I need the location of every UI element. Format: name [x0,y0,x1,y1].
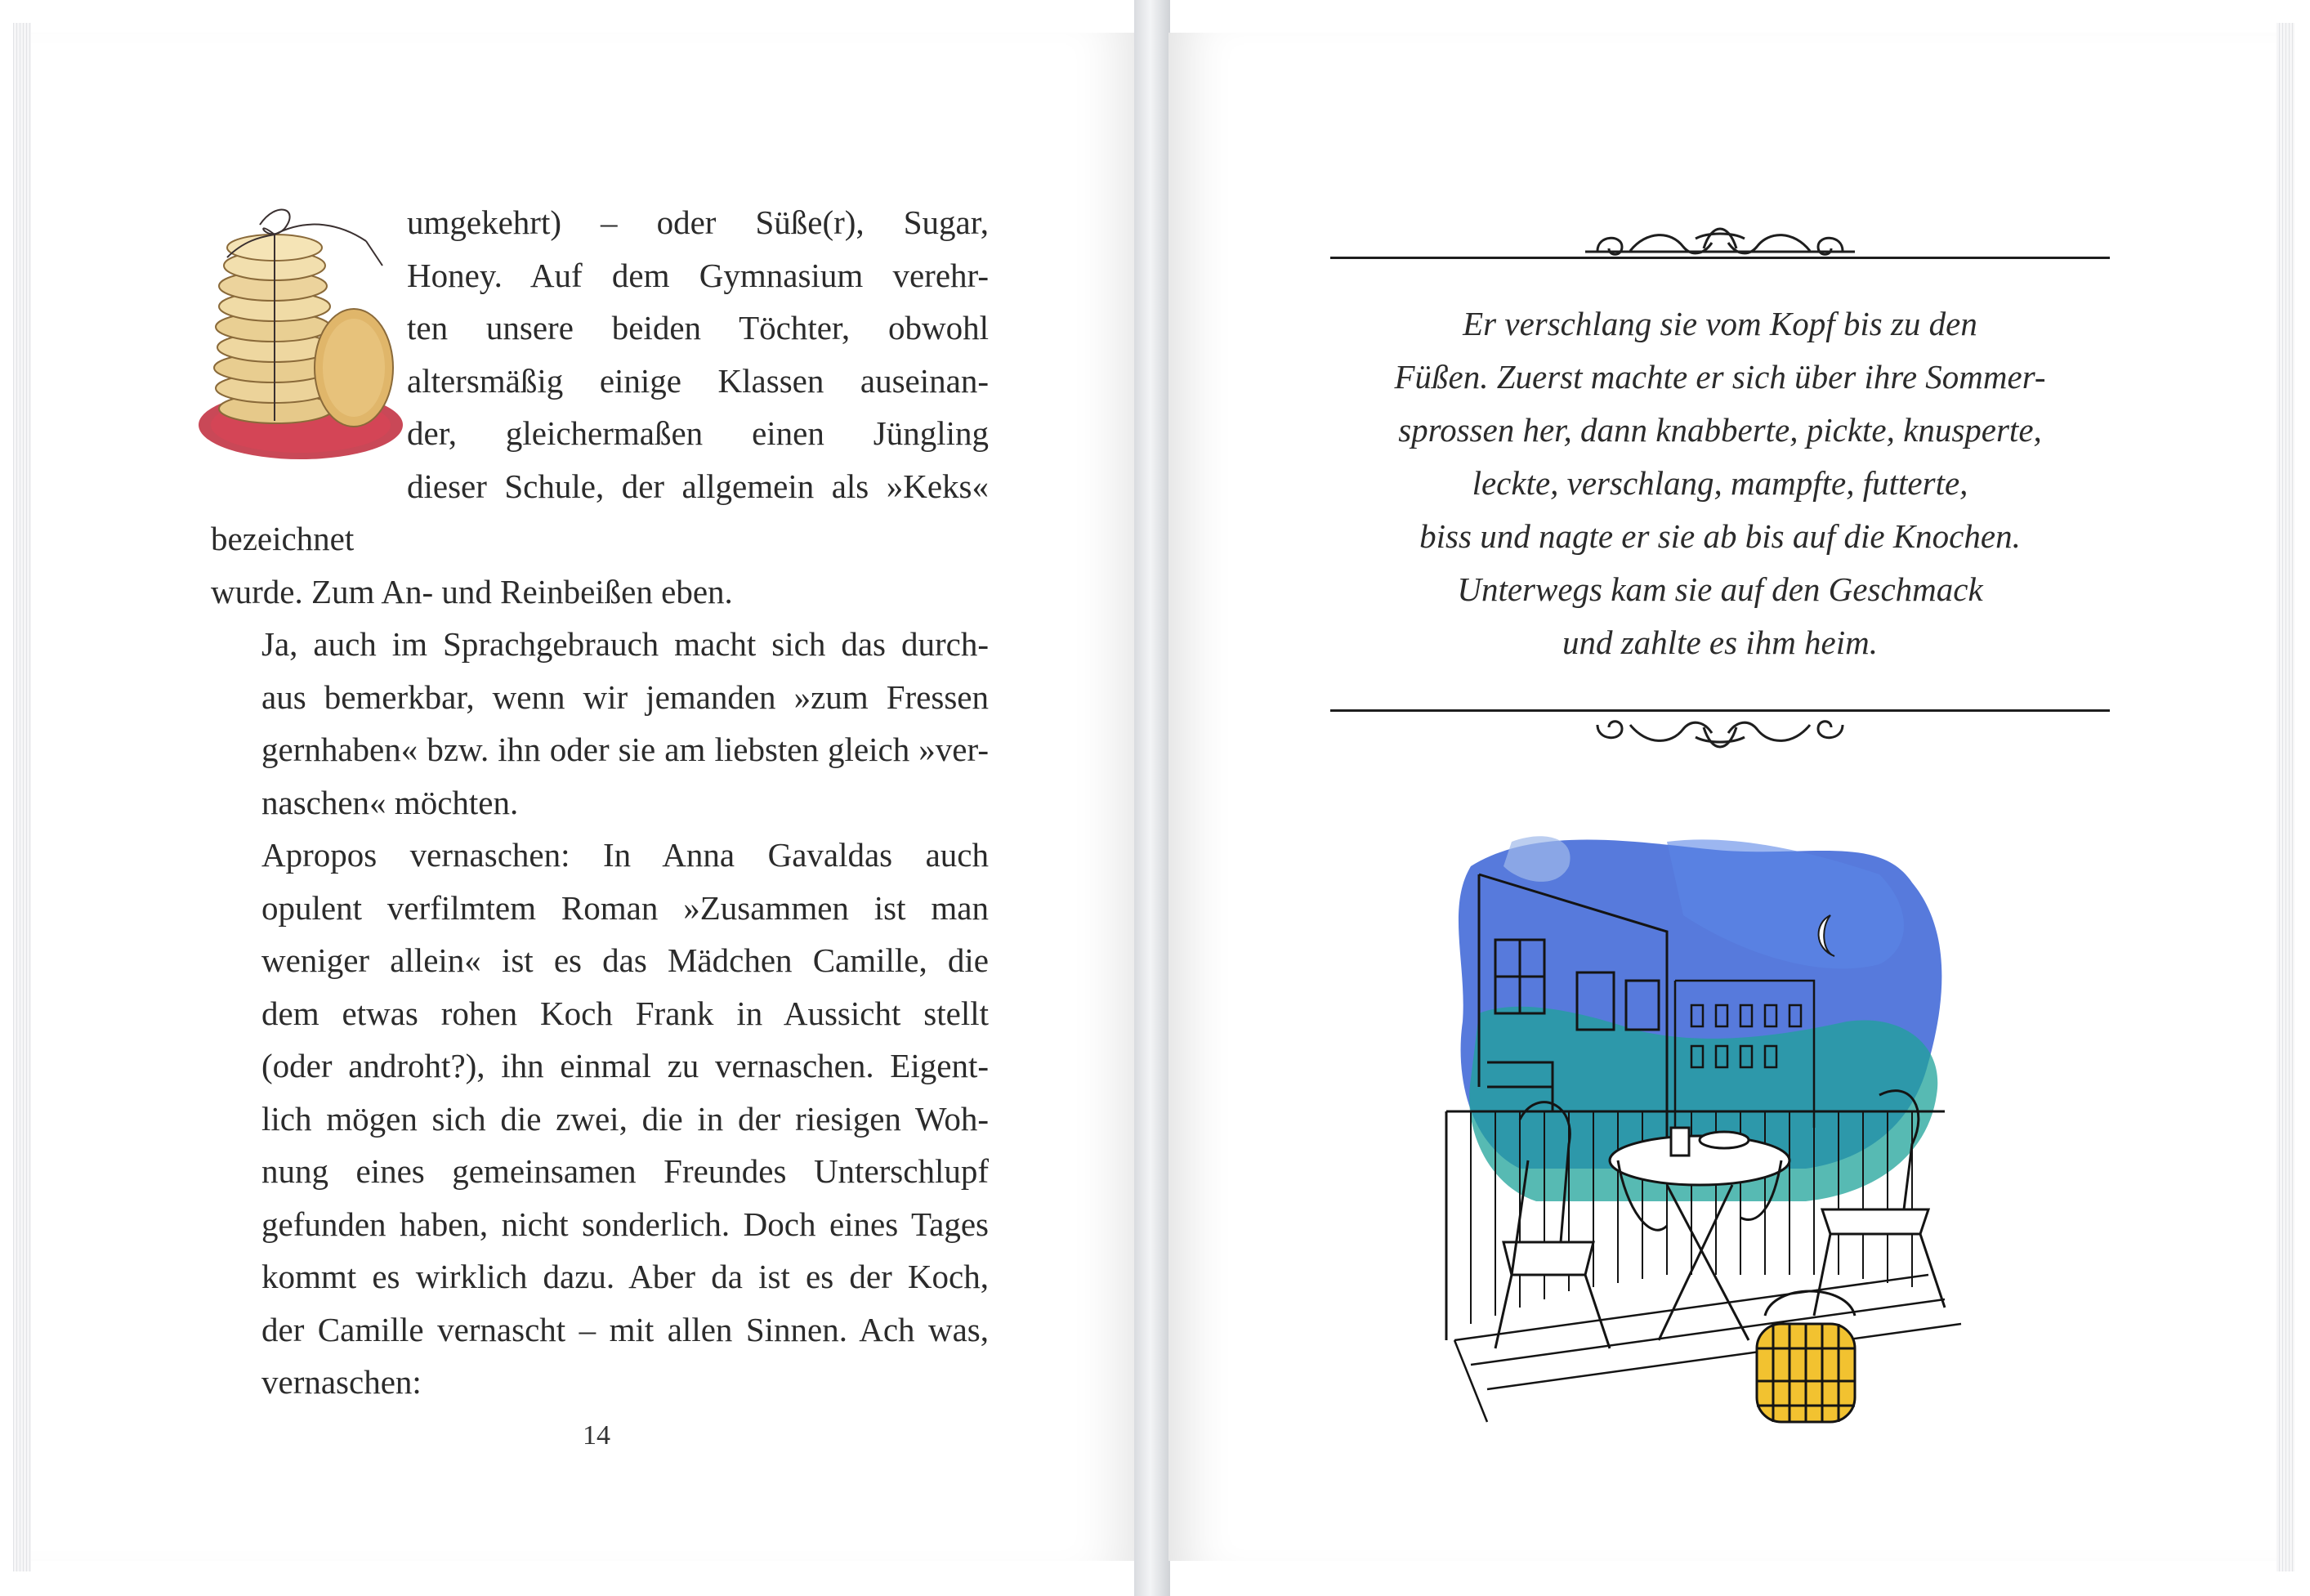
line: altersmäßig einige Klassen auseinan- [407,361,989,400]
line: aus bemerkbar, wenn wir jemanden »zum Fressen [261,677,989,716]
quote-line: Füßen. Zuerst machte er sich über ihre Sommer- [1394,358,2046,396]
quote-line: sprossen her, dann knabberte, pickte, knusperte, [1398,411,2042,449]
quote-line: Unterwegs kam sie auf den Geschmack [1457,570,1983,608]
quote-line: leckte, verschlang, mampfte, futterte, [1472,464,1968,502]
quote-top-rule [1330,257,2110,259]
left-page-edges [13,23,31,1571]
line: weniger allein« ist es das Mädchen Camille, die [261,941,989,979]
quote-line: Er verschlang sie vom Kopf bis zu den [1463,305,1977,342]
right-page-edges [2276,23,2294,1571]
balcony-night-illustration [1422,817,1994,1438]
bottom-ornament-icon [1581,704,1859,762]
line: Apropos vernaschen: In Anna Gavaldas auch [261,836,989,874]
line: opulent verfilmtem Roman »Zusammen ist man [261,888,989,927]
quote-line: biss und nagte er sie ab bis auf die Knochen. [1419,517,2021,555]
line: kommt es wirklich dazu. Aber da ist es der Koch, [261,1258,989,1295]
book-spine [1134,0,1170,1596]
line: lich mögen sich die zwei, die in der riesigen Woh- [261,1099,989,1138]
left-page-body-text [211,196,989,1409]
line: gernhaben« bzw. ihn oder sie am liebsten gleich »ver- [261,731,989,768]
page-number: 14 [583,1420,610,1451]
line: umgekehrt) – oder Süße(r), Sugar, [407,203,989,241]
line: nung eines gemeinsamen Freundes Unterschlupf [261,1152,989,1190]
quote-line: und zahlte es ihm heim. [1562,624,1879,661]
line: gefunden haben, nicht sonderlich. Doch eines Tages [261,1205,989,1243]
line: wurde. Zum An- und Reinbeißen eben. [211,572,733,610]
paragraph-3 [211,829,989,1409]
cookie-stack-illustration [186,196,407,490]
paragraph-2 [211,618,989,829]
line: der Camille vernascht – mit allen Sinnen. Ach was, [261,1310,989,1348]
line: der, gleichermaßen einen Jüngling [407,414,989,452]
line: dieser Schule, der allgemein als »Keks« bezeichnet [211,467,989,557]
line: naschen« möchten. [261,783,519,821]
line: Honey. Auf dem Gymnasium verehr- [407,256,989,294]
top-ornament-icon [1581,214,1859,271]
quote-block [1330,297,2110,669]
line: dem etwas rohen Koch Frank in Aussicht stellt [261,994,989,1032]
line: (oder androht?), ihn einmal zu vernaschen. Eigent- [261,1047,989,1084]
line: vernaschen: [261,1363,422,1401]
line: Ja, auch im Sprachgebrauch macht sich das durch- [261,625,989,663]
line: ten unsere beiden Töchter, obwohl [407,309,989,346]
